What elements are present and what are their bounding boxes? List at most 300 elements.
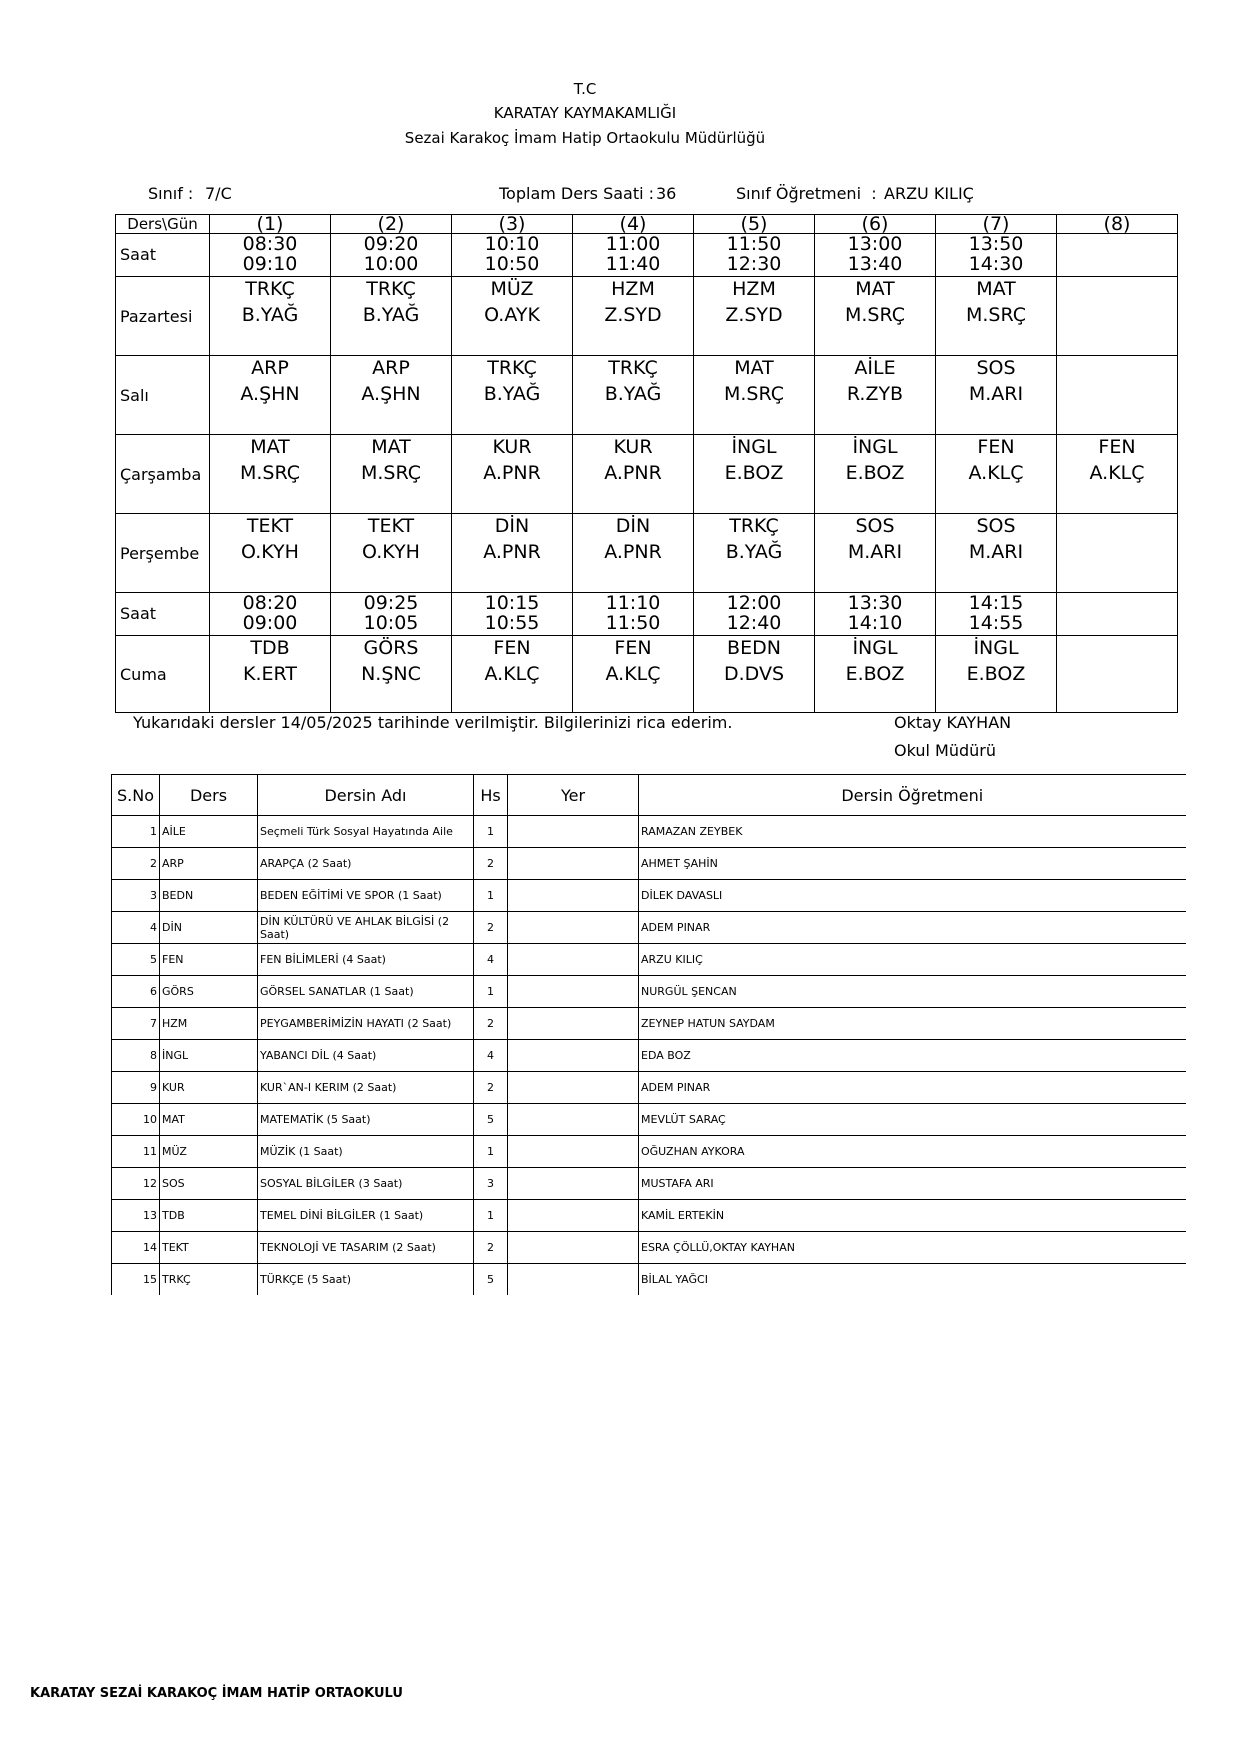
lesson-code: MAT [855, 278, 895, 300]
lesson-teacher: M.SRÇ [965, 304, 1026, 326]
lesson-code: SOS [976, 357, 1016, 379]
lesson-teacher: Z.SYD [604, 304, 662, 326]
course-name: FEN BİLİMLERİ (4 Saat) [258, 944, 474, 976]
lesson-teacher: D.DVS [723, 663, 785, 685]
course-teacher: ZEYNEP HATUN SAYDAM [639, 1008, 1186, 1040]
lesson-cell [331, 356, 452, 435]
total-hours-value: 36 [656, 184, 677, 203]
course-no: 5 [112, 944, 160, 976]
schedule-header-row [116, 215, 1178, 234]
lesson-teacher: A.KLÇ [968, 462, 1024, 484]
lesson-cell [1057, 435, 1178, 514]
course-row [112, 1200, 1186, 1232]
lesson-cell [1057, 636, 1178, 713]
lesson-cell [331, 636, 452, 713]
time-cell [694, 234, 815, 277]
course-place [508, 944, 639, 976]
course-hours: 2 [474, 1232, 508, 1264]
lesson-teacher: M.ARI [968, 383, 1024, 405]
period-header: (3) [452, 215, 573, 234]
course-no: 2 [112, 848, 160, 880]
course-teacher: NURGÜL ŞENCAN [639, 976, 1186, 1008]
course-code: ARP [160, 848, 258, 880]
day-label: Cuma [116, 636, 210, 713]
course-row [112, 880, 1186, 912]
course-hours: 3 [474, 1168, 508, 1200]
course-no: 14 [112, 1232, 160, 1264]
lesson-cell [694, 356, 815, 435]
lesson-cell [210, 636, 331, 713]
lesson-code: AİLE [854, 357, 896, 379]
lesson-teacher: O.KYH [241, 541, 299, 563]
course-name: TEKNOLOJİ VE TASARIM (2 Saat) [258, 1232, 474, 1264]
course-no: 7 [112, 1008, 160, 1040]
header-code: Ders [160, 775, 258, 816]
class-teacher-label: Sınıf Öğretmeni : [736, 184, 877, 203]
lesson-code: MAT [734, 357, 774, 379]
lesson-cell [452, 636, 573, 713]
time-cell [331, 593, 452, 636]
lesson-teacher: M.SRÇ [844, 304, 905, 326]
course-place [508, 1264, 639, 1296]
day-label: Çarşamba [116, 435, 210, 514]
note-text: Yukarıdaki dersler 14/05/2025 tarihinde verilmiştir. Bilgilerinizi rica ederim. [133, 713, 733, 732]
lesson-code: HZM [611, 278, 655, 300]
lesson-cell [815, 435, 936, 514]
lesson-teacher: B.YAĞ [483, 383, 541, 405]
lesson-teacher: A.PNR [604, 462, 662, 484]
lesson-code: TEKT [367, 515, 415, 537]
signature-title: Okul Müdürü [894, 741, 996, 760]
time-end: 10:00 [363, 253, 419, 275]
lesson-teacher: B.YAĞ [725, 541, 783, 563]
time-row-label: Saat [116, 234, 210, 277]
lesson-cell [210, 356, 331, 435]
course-hours: 5 [474, 1264, 508, 1296]
period-header: (7) [936, 215, 1057, 234]
lesson-code: DİN [615, 515, 651, 537]
time-start: 10:15 [484, 592, 540, 614]
course-list-table [111, 774, 1186, 1295]
course-teacher: MEVLÜT SARAÇ [639, 1104, 1186, 1136]
corner-label: Ders\Gün [116, 215, 210, 234]
time-start: 11:50 [726, 233, 782, 255]
header-line-3: Sezai Karakoç İmam Hatip Ortaokulu Müdürlüğü [404, 129, 766, 147]
header-sno: S.No [112, 775, 160, 816]
lesson-code: İNGL [731, 436, 777, 458]
lesson-code: SOS [855, 515, 895, 537]
time-cell [573, 234, 694, 277]
lesson-code: FEN [493, 637, 531, 659]
lesson-cell [694, 514, 815, 593]
course-name: Seçmeli Türk Sosyal Hayatında Aile [258, 816, 474, 848]
time-end: 12:30 [726, 253, 782, 275]
course-no: 4 [112, 912, 160, 944]
course-teacher: ADEM PINAR [639, 1072, 1186, 1104]
lesson-cell [815, 514, 936, 593]
course-teacher: RAMAZAN ZEYBEK [639, 816, 1186, 848]
course-code: TEKT [160, 1232, 258, 1264]
course-row [112, 1168, 1186, 1200]
time-start: 11:00 [605, 233, 661, 255]
lesson-cell [694, 435, 815, 514]
course-hours: 1 [474, 816, 508, 848]
course-no: 3 [112, 880, 160, 912]
lesson-cell [815, 277, 936, 356]
lesson-teacher: B.YAĞ [604, 383, 662, 405]
time-cell [573, 593, 694, 636]
lesson-code: İNGL [852, 637, 898, 659]
time-start: 13:30 [847, 592, 903, 614]
time-end: 14:10 [847, 612, 903, 634]
lesson-code: HZM [732, 278, 776, 300]
course-teacher: EDA BOZ [639, 1040, 1186, 1072]
course-name: BEDEN EĞİTİMİ VE SPOR (1 Saat) [258, 880, 474, 912]
time-end: 14:55 [968, 612, 1024, 634]
course-hours: 1 [474, 976, 508, 1008]
lesson-code: TRKÇ [366, 278, 416, 300]
course-no: 15 [112, 1264, 160, 1296]
day-label: Salı [116, 356, 210, 435]
lesson-teacher: M.SRÇ [723, 383, 784, 405]
course-place [508, 1136, 639, 1168]
course-hours: 1 [474, 880, 508, 912]
course-place [508, 1008, 639, 1040]
course-row [112, 944, 1186, 976]
course-hours: 1 [474, 1136, 508, 1168]
time-cell [815, 234, 936, 277]
lesson-cell [573, 435, 694, 514]
lesson-teacher: M.SRÇ [360, 462, 421, 484]
course-code: KUR [160, 1072, 258, 1104]
course-teacher: AHMET ŞAHİN [639, 848, 1186, 880]
time-cell [936, 593, 1057, 636]
lesson-cell [1057, 356, 1178, 435]
header-name: Dersin Adı [258, 775, 474, 816]
time-end: 12:40 [726, 612, 782, 634]
course-place [508, 1040, 639, 1072]
lesson-teacher: A.KLÇ [1089, 462, 1145, 484]
time-cell [1057, 234, 1178, 277]
course-name: TEMEL DİNİ BİLGİLER (1 Saat) [258, 1200, 474, 1232]
course-place [508, 1104, 639, 1136]
lesson-cell [936, 514, 1057, 593]
course-teacher: BİLAL YAĞCI [639, 1264, 1186, 1296]
course-place [508, 1232, 639, 1264]
time-start: 14:15 [968, 592, 1024, 614]
lesson-code: FEN [977, 436, 1015, 458]
course-code: İNGL [160, 1040, 258, 1072]
course-code: DİN [160, 912, 258, 944]
time-cell [210, 593, 331, 636]
course-place [508, 816, 639, 848]
course-row [112, 976, 1186, 1008]
course-code: MAT [160, 1104, 258, 1136]
lesson-teacher: O.AYK [484, 304, 540, 326]
course-row [112, 1040, 1186, 1072]
period-header: (4) [573, 215, 694, 234]
time-row-label: Saat [116, 593, 210, 636]
course-teacher: ARZU KILIÇ [639, 944, 1186, 976]
course-code: MÜZ [160, 1136, 258, 1168]
time-start: 09:25 [363, 592, 419, 614]
lesson-cell [936, 435, 1057, 514]
lesson-teacher: O.KYH [362, 541, 420, 563]
lesson-cell [452, 277, 573, 356]
lesson-teacher: A.KLÇ [605, 663, 661, 685]
course-code: TRKÇ [160, 1264, 258, 1296]
lesson-code: TDB [250, 637, 290, 659]
time-start: 08:30 [242, 233, 298, 255]
lesson-teacher: A.ŞHN [240, 383, 300, 405]
time-row [116, 234, 1178, 277]
lesson-teacher: A.ŞHN [361, 383, 421, 405]
lesson-teacher: M.ARI [968, 541, 1024, 563]
header-teacher: Dersin Öğretmeni [639, 775, 1186, 816]
day-row [116, 356, 1178, 435]
signature-name: Oktay KAYHAN [894, 713, 1012, 732]
time-end: 10:55 [484, 612, 540, 634]
course-row [112, 1104, 1186, 1136]
time-start: 13:00 [847, 233, 903, 255]
lesson-teacher: E.BOZ [845, 663, 905, 685]
course-row [112, 912, 1186, 944]
weekly-schedule-table [115, 214, 1178, 713]
course-place [508, 1200, 639, 1232]
course-row [112, 816, 1186, 848]
lesson-code: MAT [976, 278, 1016, 300]
course-teacher: MUSTAFA ARI [639, 1168, 1186, 1200]
lesson-code: DİN [494, 515, 530, 537]
lesson-code: İNGL [973, 637, 1019, 659]
course-list-header-row [112, 775, 1186, 816]
course-hours: 4 [474, 944, 508, 976]
time-cell [452, 234, 573, 277]
lesson-code: MAT [371, 436, 411, 458]
time-cell [331, 234, 452, 277]
time-end: 11:40 [605, 253, 661, 275]
class-label: Sınıf : [148, 184, 194, 203]
course-teacher: DİLEK DAVASLI [639, 880, 1186, 912]
course-code: GÖRS [160, 976, 258, 1008]
course-row [112, 1136, 1186, 1168]
lesson-teacher: E.BOZ [845, 462, 905, 484]
course-teacher: KAMİL ERTEKİN [639, 1200, 1186, 1232]
lesson-teacher: M.SRÇ [239, 462, 300, 484]
course-place [508, 848, 639, 880]
lesson-code: GÖRS [363, 637, 419, 659]
lesson-code: ARP [372, 357, 410, 379]
lesson-code: BEDN [727, 637, 781, 659]
course-place [508, 1168, 639, 1200]
class-value: 7/C [205, 184, 232, 203]
lesson-teacher: M.ARI [847, 541, 903, 563]
period-header: (5) [694, 215, 815, 234]
lesson-code: MÜZ [490, 278, 534, 300]
course-name: SOSYAL BİLGİLER (3 Saat) [258, 1168, 474, 1200]
lesson-code: TRKÇ [608, 357, 658, 379]
course-no: 11 [112, 1136, 160, 1168]
lesson-cell [210, 277, 331, 356]
lesson-cell [331, 277, 452, 356]
lesson-teacher: Z.SYD [725, 304, 783, 326]
lesson-cell [452, 356, 573, 435]
time-cell [936, 234, 1057, 277]
day-row [116, 514, 1178, 593]
course-hours: 2 [474, 912, 508, 944]
period-header: (8) [1057, 215, 1178, 234]
lesson-code: ARP [251, 357, 289, 379]
course-code: AİLE [160, 816, 258, 848]
time-start: 11:10 [605, 592, 661, 614]
course-code: BEDN [160, 880, 258, 912]
header-place: Yer [508, 775, 639, 816]
course-name: KUR`AN-I KERIM (2 Saat) [258, 1072, 474, 1104]
period-header: (1) [210, 215, 331, 234]
lesson-teacher: E.BOZ [966, 663, 1026, 685]
course-row [112, 1008, 1186, 1040]
lesson-code: TEKT [246, 515, 294, 537]
lesson-code: MAT [250, 436, 290, 458]
course-code: SOS [160, 1168, 258, 1200]
course-no: 13 [112, 1200, 160, 1232]
time-start: 10:10 [484, 233, 540, 255]
lesson-cell [815, 356, 936, 435]
course-teacher: OĞUZHAN AYKORA [639, 1136, 1186, 1168]
time-start: 12:00 [726, 592, 782, 614]
time-start: 13:50 [968, 233, 1024, 255]
course-hours: 4 [474, 1040, 508, 1072]
course-row [112, 848, 1186, 880]
course-place [508, 912, 639, 944]
lesson-teacher: E.BOZ [724, 462, 784, 484]
lesson-teacher: R.ZYB [846, 383, 904, 405]
course-hours: 2 [474, 1008, 508, 1040]
lesson-cell [210, 435, 331, 514]
course-name: DİN KÜLTÜRÜ VE AHLAK BİLGİSİ (2 Saat) [258, 912, 474, 944]
lesson-cell [815, 636, 936, 713]
lesson-teacher: A.PNR [483, 462, 541, 484]
lesson-teacher: B.YAĞ [241, 304, 299, 326]
course-row [112, 1072, 1186, 1104]
course-place [508, 1072, 639, 1104]
course-no: 10 [112, 1104, 160, 1136]
day-label: Perşembe [116, 514, 210, 593]
lesson-code: SOS [976, 515, 1016, 537]
lesson-cell [210, 514, 331, 593]
header-hs: Hs [474, 775, 508, 816]
course-teacher: ESRA ÇÖLLÜ,OKTAY KAYHAN [639, 1232, 1186, 1264]
course-name: GÖRSEL SANATLAR (1 Saat) [258, 976, 474, 1008]
course-no: 12 [112, 1168, 160, 1200]
lesson-code: TRKÇ [245, 278, 295, 300]
course-code: TDB [160, 1200, 258, 1232]
day-row [116, 277, 1178, 356]
time-cell [452, 593, 573, 636]
lesson-code: FEN [614, 637, 652, 659]
course-place [508, 880, 639, 912]
footer-school-name: KARATAY SEZAİ KARAKOÇ İMAM HATİP ORTAOKULU [30, 1686, 403, 1701]
day-row [116, 636, 1178, 713]
course-code: HZM [160, 1008, 258, 1040]
lesson-cell [936, 636, 1057, 713]
lesson-code: FEN [1098, 436, 1136, 458]
course-name: PEYGAMBERİMİZİN HAYATI (2 Saat) [258, 1008, 474, 1040]
lesson-teacher: N.ŞNC [361, 663, 421, 685]
lesson-cell [1057, 514, 1178, 593]
course-name: MÜZİK (1 Saat) [258, 1136, 474, 1168]
time-cell [815, 593, 936, 636]
course-teacher: ADEM PINAR [639, 912, 1186, 944]
course-hours: 1 [474, 1200, 508, 1232]
time-end: 09:00 [242, 612, 298, 634]
period-header: (6) [815, 215, 936, 234]
total-hours-label: Toplam Ders Saati : [499, 184, 655, 203]
lesson-cell [936, 277, 1057, 356]
course-row [112, 1232, 1186, 1264]
course-no: 6 [112, 976, 160, 1008]
lesson-cell [573, 277, 694, 356]
lesson-code: İNGL [852, 436, 898, 458]
time-end: 13:40 [847, 253, 903, 275]
course-hours: 2 [474, 1072, 508, 1104]
lesson-cell [331, 435, 452, 514]
time-cell [210, 234, 331, 277]
time-start: 08:20 [242, 592, 298, 614]
time-end: 10:50 [484, 253, 540, 275]
lesson-cell [573, 636, 694, 713]
course-name: TÜRKÇE (5 Saat) [258, 1264, 474, 1296]
time-end: 11:50 [605, 612, 661, 634]
course-no: 1 [112, 816, 160, 848]
course-no: 9 [112, 1072, 160, 1104]
lesson-cell [452, 435, 573, 514]
class-teacher-value: ARZU KILIÇ [884, 184, 974, 203]
lesson-cell [452, 514, 573, 593]
lesson-code: TRKÇ [729, 515, 779, 537]
lesson-cell [1057, 277, 1178, 356]
lesson-code: KUR [613, 436, 653, 458]
day-row [116, 435, 1178, 514]
time-cell [1057, 593, 1178, 636]
lesson-code: KUR [492, 436, 532, 458]
lesson-teacher: B.YAĞ [362, 304, 420, 326]
time-start: 09:20 [363, 233, 419, 255]
day-label: Pazartesi [116, 277, 210, 356]
course-hours: 2 [474, 848, 508, 880]
period-header: (2) [331, 215, 452, 234]
time-end: 09:10 [242, 253, 298, 275]
course-row [112, 1264, 1186, 1296]
lesson-code: TRKÇ [487, 357, 537, 379]
lesson-teacher: A.KLÇ [484, 663, 540, 685]
course-hours: 5 [474, 1104, 508, 1136]
header-line-1: T.C [573, 80, 597, 98]
course-code: FEN [160, 944, 258, 976]
lesson-cell [331, 514, 452, 593]
lesson-teacher: A.PNR [483, 541, 541, 563]
time-row [116, 593, 1178, 636]
lesson-teacher: K.ERT [243, 663, 297, 685]
lesson-cell [694, 636, 815, 713]
lesson-teacher: A.PNR [604, 541, 662, 563]
lesson-cell [573, 514, 694, 593]
lesson-cell [694, 277, 815, 356]
course-name: ARAPÇA (2 Saat) [258, 848, 474, 880]
course-place [508, 976, 639, 1008]
time-cell [694, 593, 815, 636]
lesson-cell [573, 356, 694, 435]
